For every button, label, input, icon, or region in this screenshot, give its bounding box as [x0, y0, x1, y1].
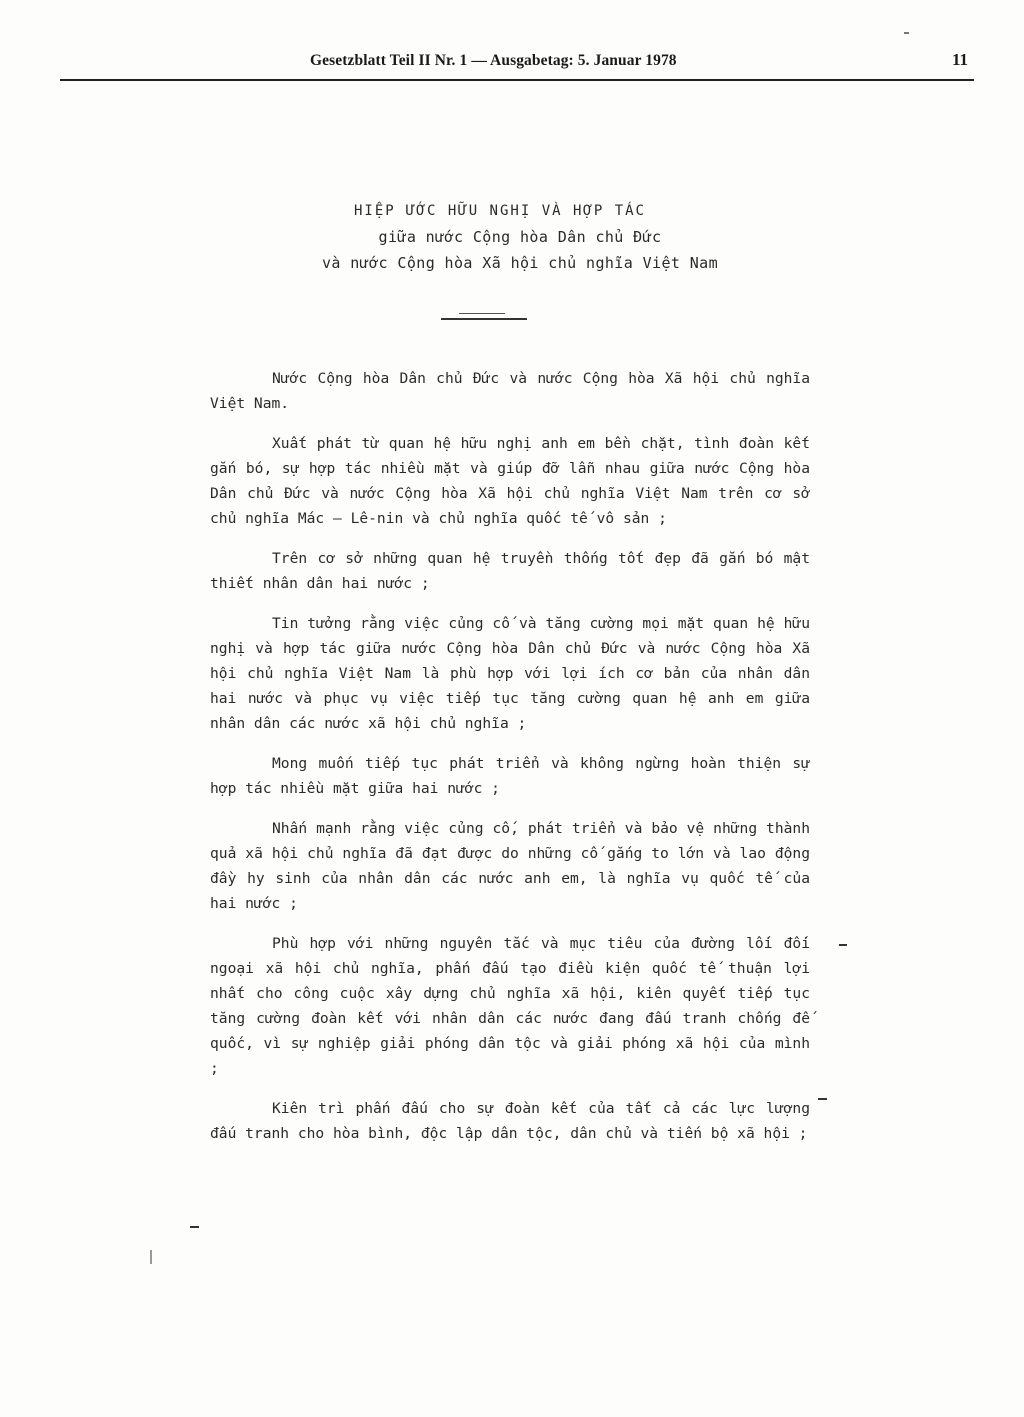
treaty-title: HIỆP ƯỚC HỮU NGHỊ VÀ HỢP TÁC	[353, 203, 646, 219]
preamble-paragraph: Kiên trì phấn đấu cho sự đoàn kết của tất cả các lực lượng đấu tranh cho hòa bình, độc lập dân tộc, dân chủ và tiến bộ xã hội ;	[210, 1100, 810, 1142]
preamble-paragraph: Xuất phát từ quan hệ hữu nghị anh em bền chặt, tình đoàn kết gắn bó, sự hợp tác nhiều mặt và giúp đỡ lẫn nhau giữa nước Cộng hòa Dân chủ Đức và nước Cộng hòa Xã hội chủ nghĩa Việt Nam trên cơ sở chủ nghĩa Mác – Lê-nin và chủ nghĩa quốc tế vô sản ;	[210, 435, 810, 527]
treaty-title-block	[200, 198, 840, 276]
treaty-subtitle-line-1: giữa nước Cộng hòa Dân chủ Đức	[378, 228, 662, 246]
title-divider-upper	[459, 313, 505, 314]
treaty-subtitle-line-2: và nước Cộng hòa Xã hội chủ nghĩa Việt Nam	[321, 254, 719, 272]
preamble-paragraph: Mong muốn tiếp tục phát triển và không ngừng hoàn thiện sự hợp tác nhiều mặt giữa hai nước ;	[210, 755, 810, 797]
preamble-paragraph: Trên cơ sở những quan hệ truyền thống tốt đẹp đã gắn bó mật thiết nhân dân hai nước ;	[210, 550, 810, 592]
gazette-header-title: Gesetzblatt Teil II Nr. 1 — Ausgabetag: 5. Januar 1978	[310, 52, 677, 69]
preamble-paragraph: Nhấn mạnh rằng việc củng cố, phát triển và bảo vệ những thành quả xã hội chủ nghĩa đã đạt được do những cố gắng to lớn và lao động đầy hy sinh của nhân dân các nước anh em, là nghĩa vụ quốc tế của hai nước ;	[210, 820, 810, 912]
margin-mark	[839, 944, 847, 946]
margin-mark	[818, 1098, 827, 1100]
page-header	[60, 46, 974, 80]
header-rule	[60, 79, 974, 81]
preamble-paragraph: Nước Cộng hòa Dân chủ Đức và nước Cộng hòa Xã hội chủ nghĩa Việt Nam.	[210, 370, 810, 412]
margin-mark	[190, 1226, 199, 1228]
margin-mark	[904, 32, 909, 34]
margin-mark	[150, 1250, 152, 1264]
treaty-preamble	[210, 366, 810, 1161]
preamble-paragraph: Phù hợp với những nguyên tắc và mục tiêu của đường lối đối ngoại xã hội chủ nghĩa, phấn đấu tạo điều kiện quốc tế thuận lợi nhất cho công cuộc xây dựng chủ nghĩa xã hội, kiên quyết tiếp tục tăng cường đoàn kết với nhân dân các nước đang đấu tranh chống đế quốc, vì sự nghiệp giải phóng dân tộc và giải phóng xã hội của mình ;	[210, 935, 810, 1077]
page-number: 11	[951, 50, 968, 69]
title-divider	[441, 318, 527, 320]
preamble-paragraph: Tin tưởng rằng việc củng cố và tăng cường mọi mặt quan hệ hữu nghị và hợp tác giữa nước Cộng hòa Dân chủ Đức và nước Cộng hòa Xã hội chủ nghĩa Việt Nam là phù hợp với lợi ích cơ bản của nhân dân hai nước và phục vụ việc tiếp tục tăng cường quan hệ anh em giữa nhân dân các nước xã hội chủ nghĩa ;	[210, 615, 810, 732]
